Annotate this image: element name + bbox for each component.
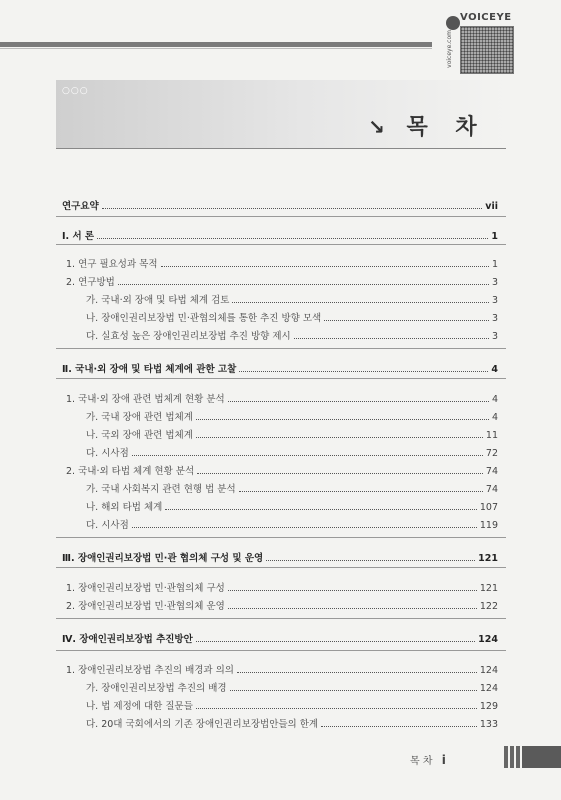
toc-entry-label: 1. 장애인권리보장법 민·관협의체 구성 (66, 583, 225, 594)
toc-entry-page: 124 (479, 665, 498, 676)
toc-entry-page: 124 (479, 683, 498, 694)
toc-entry[interactable] (66, 662, 498, 676)
toc-entry-label: 연구요약 (62, 201, 99, 212)
dot-leader (97, 238, 488, 239)
toc-entry-page: 1 (491, 259, 498, 270)
dot-leader (321, 726, 477, 727)
dot-leader (294, 338, 489, 339)
toc-entry[interactable] (86, 427, 498, 441)
toc-entry-page: 4 (491, 412, 498, 423)
dot-leader (132, 527, 477, 528)
dot-leader (118, 284, 489, 285)
toc-entry-page: 119 (479, 520, 498, 531)
toc-entry-label: 다. 20대 국회에서의 기존 장애인권리보장법안들의 한계 (86, 719, 319, 730)
page-title (368, 110, 487, 141)
toc-entry[interactable] (86, 517, 498, 531)
toc-entry-page: 122 (479, 601, 498, 612)
toc-entry-page: 3 (491, 277, 498, 288)
toc-entry-page: 72 (485, 448, 498, 459)
toc-entry[interactable] (86, 716, 498, 730)
footer-text: 목 차 (410, 756, 433, 767)
dot-leader (228, 608, 477, 609)
toc-entry[interactable] (86, 409, 498, 423)
toc-entry-page: 121 (479, 583, 498, 594)
dot-leader (196, 419, 489, 420)
toc-chapter-entry[interactable] (62, 631, 498, 645)
toc-entry-label: Ⅳ. 장애인권리보장법 추진방안 (62, 634, 193, 645)
dot-leader (228, 590, 477, 591)
section-rule (56, 378, 506, 379)
header-divider (56, 148, 506, 149)
toc-entry-page: 124 (478, 634, 498, 645)
toc-chapter-entry[interactable] (62, 228, 498, 242)
dot-leader (197, 473, 483, 474)
voiceye-site: voiceye.com (446, 30, 453, 68)
section-rule (56, 618, 506, 619)
dot-leader (196, 437, 483, 438)
toc-entry[interactable] (66, 598, 498, 612)
voiceye-code (438, 12, 518, 74)
toc-entry-label: 다. 실효성 높은 장애인권리보장법 추진 방향 제시 (86, 331, 291, 342)
toc-entry[interactable] (86, 680, 498, 694)
toc-entry-label: Ⅱ. 국내·외 장애 및 타법 체계에 관한 고찰 (62, 364, 237, 375)
dot-leader (230, 690, 477, 691)
toc-chapter-entry[interactable] (62, 361, 498, 375)
toc-entry[interactable] (66, 463, 498, 477)
toc-chapter-entry[interactable] (62, 550, 498, 564)
footer-bars (504, 746, 561, 768)
dot-leader (102, 208, 483, 209)
dot-leader (161, 266, 489, 267)
toc-entry-page: 129 (479, 701, 498, 712)
voiceye-brand: VOICEYE (460, 12, 512, 23)
toc-entry-label: 2. 국내·외 타법 체계 현황 분석 (66, 466, 195, 477)
dot-leader (324, 320, 489, 321)
toc-entry-label: 가. 국내 장애 관련 법체계 (86, 412, 193, 423)
toc-entry-label: 나. 법 제정에 대한 질문들 (86, 701, 193, 712)
toc-entry[interactable] (66, 580, 498, 594)
dot-leader (196, 708, 477, 709)
toc-entry-label: 1. 연구 필요성과 목적 (66, 259, 158, 270)
toc-entry-page: 74 (485, 466, 498, 477)
toc-entry-label: 2. 연구방법 (66, 277, 115, 288)
toc-entry-page: 107 (479, 502, 498, 513)
section-rule (56, 567, 506, 568)
toc-entry-label: 가. 국내 사회복지 관련 현행 법 분석 (86, 484, 236, 495)
toc-entry-page: 74 (485, 484, 498, 495)
dot-leader (232, 302, 488, 303)
toc-entry[interactable] (66, 274, 498, 288)
toc-entry-label: 나. 해외 타법 체계 (86, 502, 163, 513)
page-title-text: 목 차 (406, 115, 487, 140)
toc-chapter-entry[interactable] (62, 198, 498, 212)
toc-entry-label: 다. 시사점 (86, 448, 129, 459)
toc-entry-page: 11 (485, 430, 498, 441)
toc-entry-label: Ⅲ. 장애인권리보장법 민·관 협의체 구성 및 운영 (62, 553, 264, 564)
toc-entry[interactable] (66, 391, 498, 405)
toc-entry-page: vii (485, 201, 498, 212)
voiceye-qr-pattern (460, 26, 514, 74)
top-bar (0, 42, 432, 47)
voiceye-logo-icon (446, 16, 460, 30)
toc-entry-page: 1 (491, 231, 498, 242)
toc-entry-page: 3 (491, 313, 498, 324)
toc-entry[interactable] (86, 292, 498, 306)
toc-entry-label: 2. 장애인권리보장법 민·관협의체 운영 (66, 601, 225, 612)
toc-entry-page: 3 (491, 331, 498, 342)
dot-leader (165, 509, 477, 510)
footer-page-number: i (441, 753, 446, 767)
toc-entry-label: 가. 장애인권리보장법 추진의 배경 (86, 683, 227, 694)
toc-entry[interactable] (86, 445, 498, 459)
arrow-icon: ↘ (368, 115, 389, 139)
toc-entry-page: 4 (491, 394, 498, 405)
toc-entry[interactable] (86, 328, 498, 342)
decorative-dots-icon: ○○○ (62, 86, 89, 96)
toc-entry-label: 나. 국외 장애 관련 법체계 (86, 430, 193, 441)
toc-entry[interactable] (86, 310, 498, 324)
toc-entry[interactable] (66, 256, 498, 270)
toc-entry-label: 1. 국내·외 장애 관련 법체계 현황 분석 (66, 394, 225, 405)
top-bar-thin (0, 48, 432, 49)
section-rule (56, 650, 506, 651)
section-rule (56, 216, 506, 217)
page-footer (410, 752, 446, 767)
toc-entry-label: 1. 장애인권리보장법 추진의 배경과 의의 (66, 665, 234, 676)
toc-entry-label: 가. 국내·외 장애 및 타법 체계 검토 (86, 295, 230, 306)
dot-leader (237, 672, 477, 673)
toc-entry-page: 4 (491, 364, 498, 375)
dot-leader (196, 641, 475, 642)
toc-entry-label: Ⅰ. 서 론 (62, 231, 95, 242)
dot-leader (239, 491, 483, 492)
dot-leader (228, 401, 489, 402)
dot-leader (239, 371, 488, 372)
toc-entry[interactable] (86, 499, 498, 513)
toc-entry-page: 121 (478, 553, 498, 564)
section-rule (56, 244, 506, 245)
toc-entry-label: 다. 시사점 (86, 520, 129, 531)
toc-entry[interactable] (86, 698, 498, 712)
section-rule (56, 537, 506, 538)
toc-entry[interactable] (86, 481, 498, 495)
dot-leader (132, 455, 483, 456)
section-rule (56, 348, 506, 349)
toc-entry-page: 3 (491, 295, 498, 306)
toc-entry-page: 133 (479, 719, 498, 730)
dot-leader (266, 560, 475, 561)
toc-entry-label: 나. 장애인권리보장법 민·관협의체를 통한 추진 방향 모색 (86, 313, 322, 324)
